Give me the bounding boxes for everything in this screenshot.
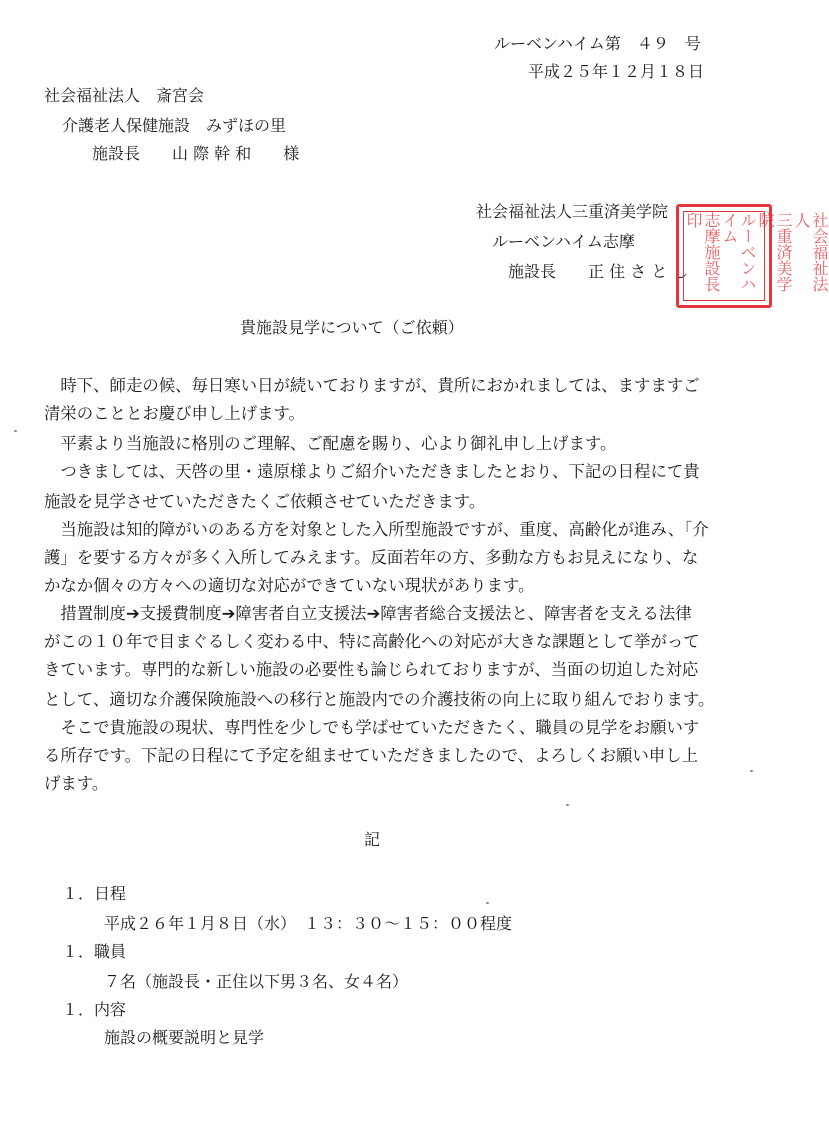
recipient-facility: 介護老人保健施設 みずほの里 xyxy=(62,116,287,135)
seal-text: 志摩施設長印 xyxy=(684,212,721,292)
body-line: 平素より当施設に格別のご理解、ご配慮を賜り、心より御礼申し上げます。 xyxy=(44,434,617,453)
body-line: げます。 xyxy=(44,774,109,793)
scan-speck xyxy=(750,770,753,772)
body-line: がこの１０年で目まぐるしく変わる中、特に高齢化への対応が大きな課題として挙がって xyxy=(44,632,700,651)
sender-director: 施設長 正 住 さ と し xyxy=(508,262,689,281)
body-line: 施設を見学させていただきたくご依頼させていただきます。 xyxy=(44,492,486,511)
ki-heading: 記 xyxy=(364,830,381,849)
item-detail: 平成２６年１月８日（水） １３：３０〜１５：００程度 xyxy=(104,914,513,933)
body-line: きています。専門的な新しい施設の必要性も論じられておりますが、当面の切迫した対応 xyxy=(44,660,699,679)
item-heading: １．内容 xyxy=(62,1000,127,1019)
seal-text: 三重済美学院 xyxy=(756,212,793,292)
body-line: 当施設は知的障がいのある方を対象とした入所型施設ですが、重度、高齢化が進み、「介 xyxy=(44,520,709,539)
subject-title: 貴施設見学について（ご依頼） xyxy=(240,318,464,337)
item-detail: 施設の概要説明と見学 xyxy=(104,1028,265,1047)
document-date: 平成２５年１２月１８日 xyxy=(528,62,705,81)
body-line: つきましては、天啓の里・遠原様よりご紹介いただきましたとおり、下記の日程にて貴 xyxy=(44,462,700,481)
body-line: かなか個々の方々への適切な対応ができていない現状があります。 xyxy=(44,576,535,595)
body-line: 護」を要する方々が多く入所してみえます。反面若年の方、多動な方もお見えになり、な xyxy=(44,548,699,567)
recipient-corporation: 社会福祉法人 斎宮会 xyxy=(44,86,205,105)
item-detail: ７名（施設長・正住以下男３名、女４名） xyxy=(104,972,409,991)
body-line: る所存です。下記の日程にて予定を組ませていただきましたので、よろしくお願い申し上 xyxy=(44,746,698,765)
scan-speck xyxy=(566,804,569,806)
sender-facility: ルーベンハイム志摩 xyxy=(492,232,635,251)
scan-speck xyxy=(14,430,17,432)
item-heading: １．日程 xyxy=(62,884,127,903)
seal-text: ルーベンハイム xyxy=(720,212,757,292)
item-heading: １．職員 xyxy=(62,942,127,961)
official-seal xyxy=(676,204,829,308)
scan-speck xyxy=(486,902,489,904)
body-line: 措置制度➔支援費制度➔障害者自立支援法➔障害者総合支援法と、障害者を支える法律 xyxy=(44,604,692,623)
body-line: そこで貴施設の現状、専門性を少しでも学ばせていただきたく、職員の見学をお願いす xyxy=(44,718,700,737)
body-line: 清栄のこととお慶び申し上げます。 xyxy=(44,404,305,423)
sender-corporation: 社会福祉法人三重済美学院 xyxy=(476,202,669,221)
seal-text: 社会福祉法人 xyxy=(792,212,829,292)
document-number: ルーベンハイム第 ４９ 号 xyxy=(494,34,701,53)
recipient-director: 施設長 山 際 幹 和 様 xyxy=(92,144,300,163)
body-line: 時下、師走の候、毎日寒い日が続いておりますが、貴所におかれましては、ますますご xyxy=(44,376,700,395)
body-line: として、適切な介護保険施設への移行と施設内での介護技術の向上に取り組んでおります。 xyxy=(44,690,715,709)
